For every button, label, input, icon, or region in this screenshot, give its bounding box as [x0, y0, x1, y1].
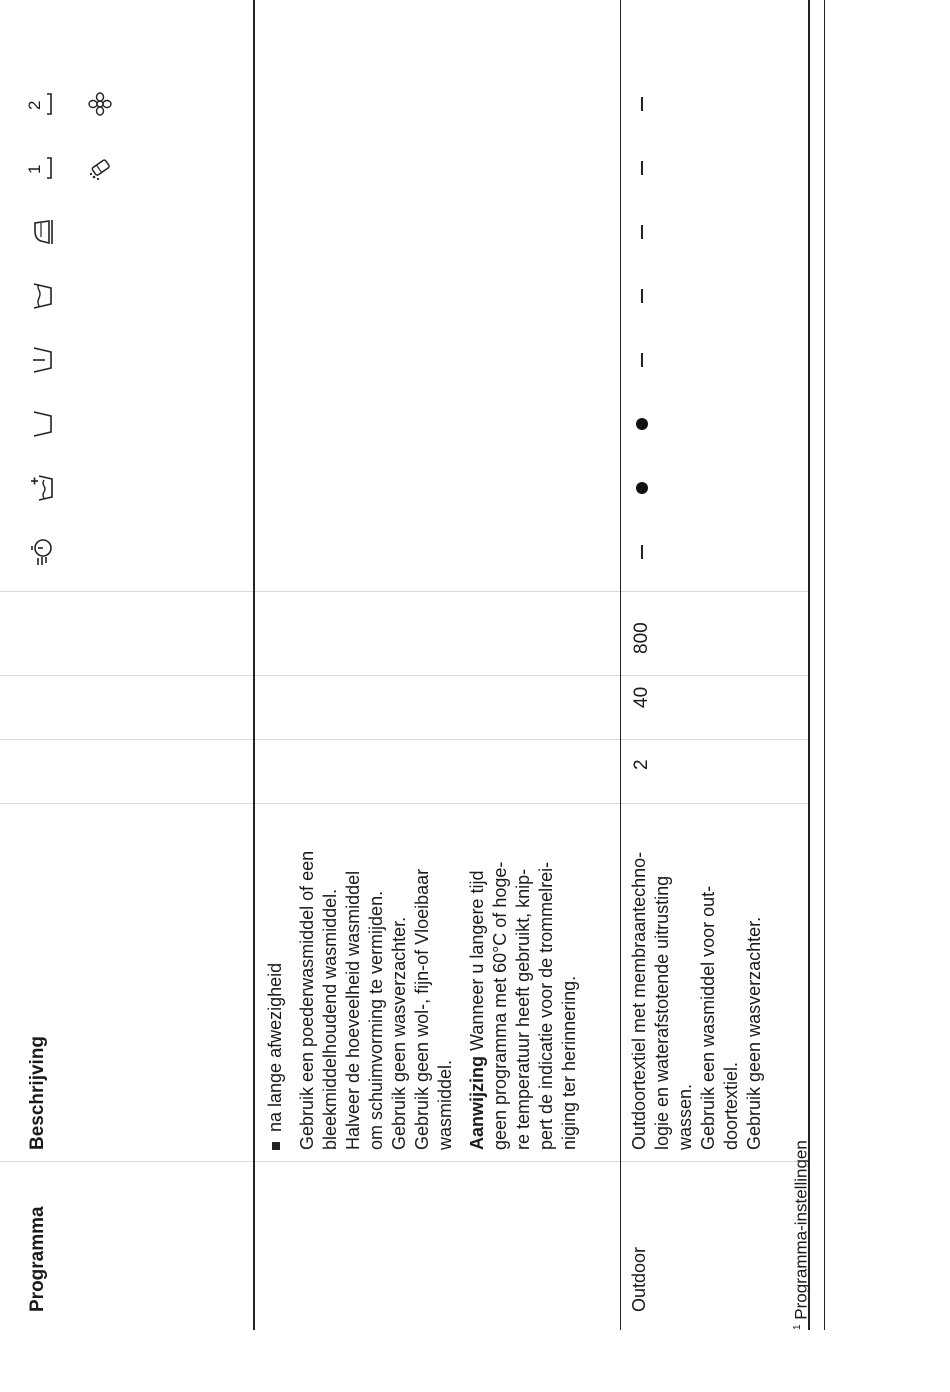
header-programma: Programma — [27, 1206, 48, 1312]
stain-icon — [83, 148, 117, 188]
description-line: Halveer de hoeveelheid wasmiddel — [343, 870, 363, 1150]
intensive-icon — [25, 276, 59, 316]
footnote-rule — [824, 0, 825, 1330]
prewash-icon — [25, 404, 59, 444]
col-sep — [0, 739, 810, 740]
description-line: bleekmiddelhoudend wasmiddel. — [320, 888, 340, 1150]
note-line — [466, 871, 489, 1150]
col-sep — [0, 591, 810, 592]
available-dot — [636, 482, 648, 494]
description-line: wassen. — [675, 1083, 695, 1150]
footnote — [786, 1140, 813, 1330]
description-line: Gebruik een wasmiddel voor out- — [698, 885, 718, 1150]
note-line: pert de indicatie voor de trommelrei- — [536, 861, 556, 1150]
note-line: geen programma met 60°C of hoge- — [490, 861, 510, 1150]
table-bottom-rule — [808, 0, 810, 1330]
easy-iron-icon — [25, 212, 59, 252]
setting-1-label: 1 — [25, 164, 44, 174]
header-rule — [253, 0, 255, 1330]
note-text: Wanneer u langere tijd — [467, 870, 487, 1051]
setting-2-icon — [25, 84, 59, 124]
col-sep — [0, 675, 810, 676]
bullet-text: na lange afwezigheid — [265, 962, 285, 1132]
rinse-stop-icon — [25, 340, 59, 380]
description-line: om schuimvorming te vermijden. — [366, 890, 386, 1150]
description-line: doortextiel. — [721, 1061, 741, 1150]
col-sep — [0, 1161, 810, 1162]
description-bullet — [264, 963, 287, 1150]
max-temp-value: 40 — [631, 686, 652, 708]
description-line: Gebruik een poederwasmiddel of een — [297, 850, 317, 1150]
available-dot — [636, 418, 648, 430]
description-line: Gebruik geen wol-, fijn-of Vloeibaar — [412, 868, 432, 1150]
footnote-marker: 1 — [792, 1324, 803, 1330]
col-sep — [0, 803, 810, 804]
description-line: logie en waterafstotende uitrusting — [652, 875, 672, 1150]
unavailable-dash — [641, 161, 643, 175]
unavailable-dash — [641, 545, 643, 559]
bullet-square — [272, 1142, 280, 1150]
header-beschrijving: Beschrijving — [27, 1035, 48, 1150]
description-line: Outdoortextiel met membraantechno- — [629, 851, 649, 1150]
unavailable-dash — [641, 353, 643, 367]
max-load-value: 2 — [631, 759, 652, 770]
description-line: Gebruik geen wasverzachter. — [744, 916, 764, 1150]
footnote-text: Programma-instellingen — [791, 1140, 811, 1320]
flower-icon — [83, 84, 117, 124]
description-line: wasmiddel. — [435, 1059, 455, 1150]
setting-1-icon — [25, 148, 59, 188]
row-rule — [620, 0, 621, 1330]
note-line: re temperatuur heeft gebruikt, knip- — [513, 868, 533, 1150]
program-name: Outdoor — [629, 1246, 649, 1312]
extra-water-icon — [25, 468, 59, 508]
description-line: Gebruik geen wasverzachter. — [389, 916, 409, 1150]
unavailable-dash — [641, 225, 643, 239]
setting-2-label: 2 — [25, 100, 44, 110]
speed-perfect-icon — [25, 532, 59, 572]
max-spin-value: 800 — [631, 622, 652, 654]
unavailable-dash — [641, 289, 643, 303]
note-label: Aanwijzing — [467, 1056, 487, 1150]
unavailable-dash — [641, 97, 643, 111]
note-line: niging ter herinnering. — [559, 975, 579, 1150]
